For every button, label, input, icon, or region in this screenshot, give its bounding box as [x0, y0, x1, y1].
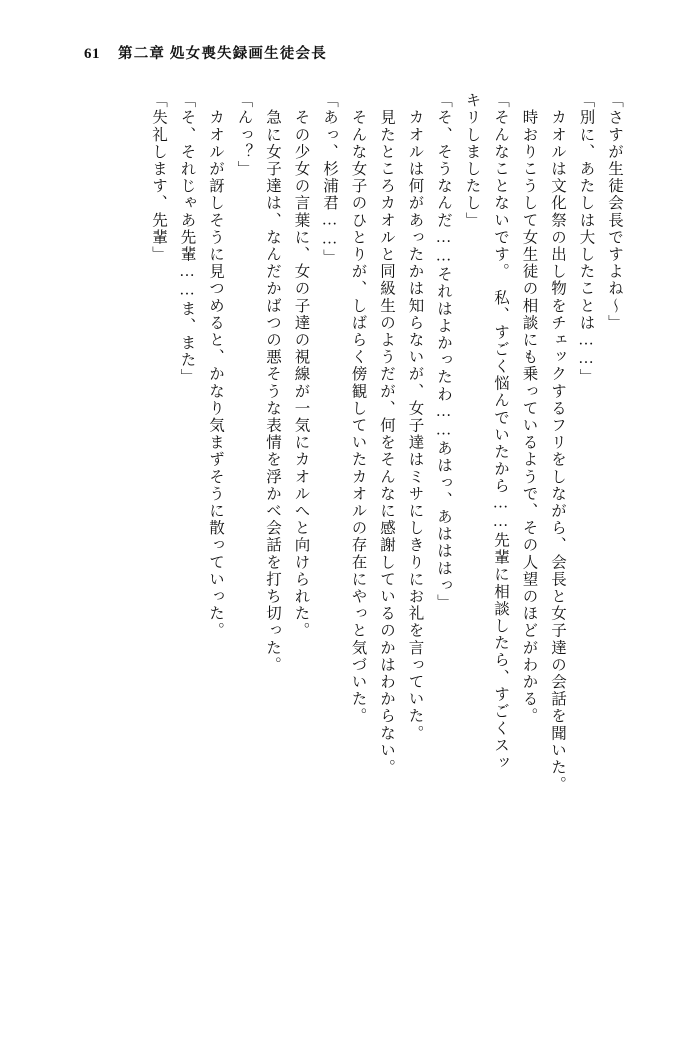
text-column: 「んっ？」	[235, 92, 253, 178]
text-column: 「失礼します、先輩」	[150, 92, 167, 263]
chapter-title: 第二章 処女喪失録画生徒会長	[118, 46, 327, 62]
text-column: カオルが訝しそうに見つめると、かなり気まずそうに散っていった。	[207, 92, 224, 640]
text-column: 「そ、それじゃあ先輩……ま、また」	[178, 92, 196, 386]
text-column: 「そんなことないです。 私、すごく悩んでいたから……先輩に相談したら、すごくスッ	[492, 92, 509, 772]
vertical-text-body	[62, 92, 622, 972]
text-column: 「あっ、杉浦君……」	[321, 92, 338, 266]
text-column: その少女の言葉に、女の子達の視線が一気にカオルへと向けられた。	[292, 92, 310, 640]
text-column: カオルは文化祭の出し物をチェックするフリをしながら、会長と女子達の会話を聞いた。	[549, 92, 566, 794]
text-column: 見たところカオルと同級生のようだが、何をそんなに感謝しているのかはわからない。	[378, 92, 395, 776]
page-number: 61	[84, 46, 100, 62]
text-column: そんな女子のひとりが、しばらく傍観していたカオルの存在にやっと気づいた。	[349, 92, 367, 725]
text-column: キリしましたし」	[463, 92, 481, 229]
text-column: 時おりこうして女生徒の相談にも乗っているようで、その人望のほどがわかる。	[520, 92, 538, 725]
text-column: カオルは何があったかは知らないが、女子達はミサにしきりにお礼を言っていた。	[406, 92, 424, 742]
text-column: 「そ、そうなんだ……それはよかったわ……あはっ、あはははっ」	[435, 92, 452, 611]
text-column: 「さすが生徒会長ですよね〜」	[606, 92, 623, 332]
text-column: 「別に、あたしは大したことは……」	[577, 92, 595, 386]
text-column: 急に女子達は、なんだかばつの悪そうな表情を浮かべ会話を打ち切った。	[264, 92, 281, 674]
page-header	[84, 42, 616, 64]
